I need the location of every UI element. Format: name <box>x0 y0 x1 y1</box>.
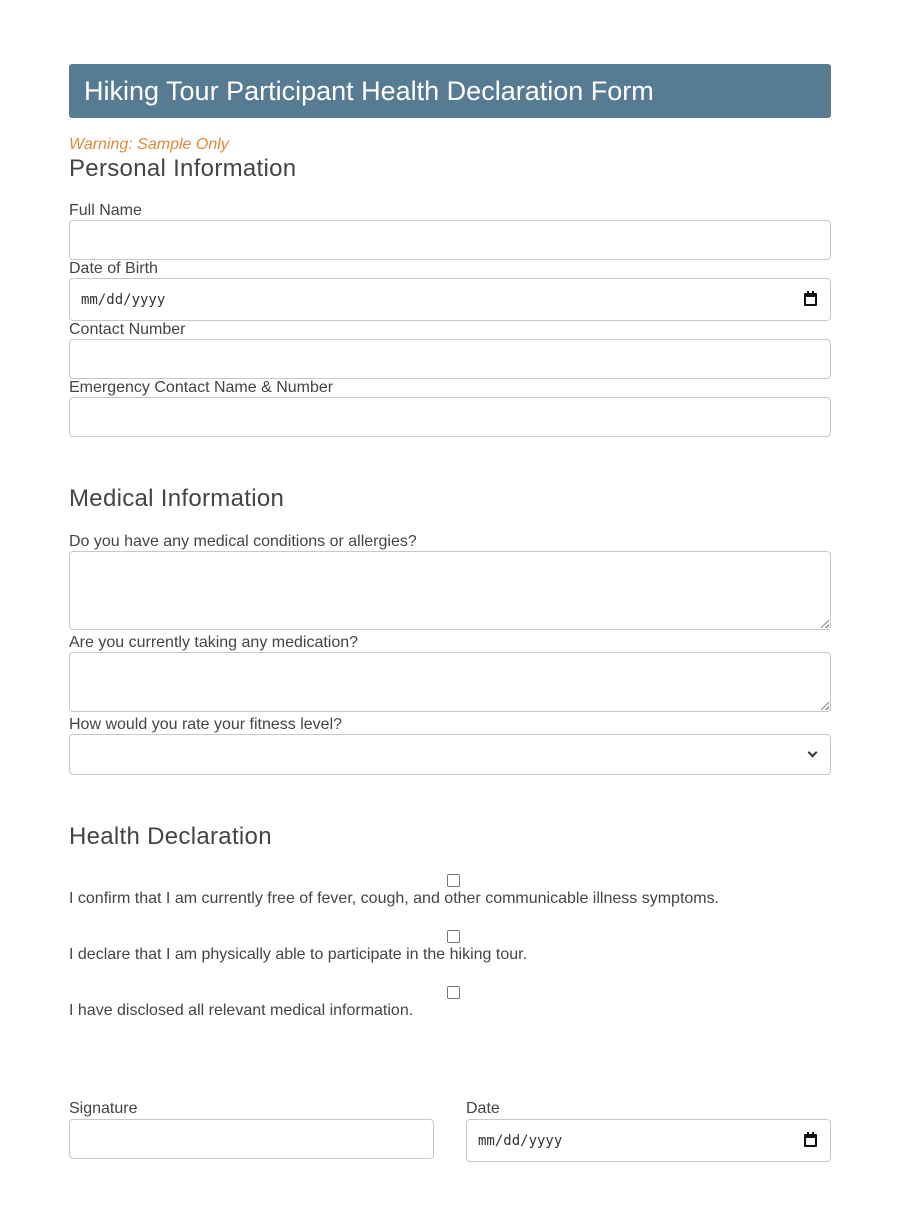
medication-label: Are you currently taking any medication? <box>69 634 359 651</box>
full-name-label: Full Name <box>69 202 142 219</box>
full-name-input[interactable] <box>69 220 831 260</box>
conditions-textarea[interactable] <box>69 551 831 630</box>
chevron-down-icon <box>808 748 818 758</box>
signoff-date-label: Date <box>466 1100 500 1117</box>
signoff-date-input[interactable] <box>466 1119 831 1162</box>
medication-textarea-wrap <box>69 652 831 712</box>
declaration-text-symptoms: I confirm that I am currently free of fever, cough, and other communicable illness symptoms. <box>69 890 720 907</box>
signoff-date-placeholder: mm/dd/yyyy <box>478 1132 563 1149</box>
signature-input[interactable] <box>69 1119 434 1159</box>
contact-number-label: Contact Number <box>69 321 186 338</box>
fitness-label: How would you rate your fitness level? <box>69 716 343 733</box>
signature-label: Signature <box>69 1100 138 1117</box>
medication-textarea[interactable] <box>69 652 831 712</box>
declaration-checkbox-disclosed[interactable] <box>447 986 460 999</box>
calendar-icon[interactable] <box>804 1134 817 1147</box>
contact-number-input[interactable] <box>69 339 831 379</box>
sample-warning: Warning: Sample Only <box>69 136 229 153</box>
calendar-icon[interactable] <box>804 293 817 306</box>
declaration-checkbox-physical[interactable] <box>447 930 460 943</box>
section-title-declaration: Health Declaration <box>69 823 272 850</box>
form-container <box>69 64 831 1149</box>
form-title-banner <box>69 64 831 118</box>
conditions-label: Do you have any medical conditions or allergies? <box>69 533 417 550</box>
form-title: Hiking Tour Participant Health Declaration Form <box>84 76 654 106</box>
section-title-personal: Personal Information <box>69 155 297 182</box>
fitness-select[interactable] <box>69 734 831 775</box>
dob-placeholder: mm/dd/yyyy <box>81 291 166 308</box>
conditions-textarea-wrap <box>69 551 831 630</box>
emergency-contact-label: Emergency Contact Name & Number <box>69 379 334 396</box>
emergency-contact-input[interactable] <box>69 397 831 437</box>
declaration-checkbox-symptoms[interactable] <box>447 874 460 887</box>
section-title-medical: Medical Information <box>69 485 285 512</box>
dob-label: Date of Birth <box>69 260 158 277</box>
dob-input[interactable] <box>69 278 831 321</box>
declaration-text-disclosed: I have disclosed all relevant medical information. <box>69 1002 414 1019</box>
declaration-text-physical: I declare that I am physically able to participate in the hiking tour. <box>69 946 528 963</box>
